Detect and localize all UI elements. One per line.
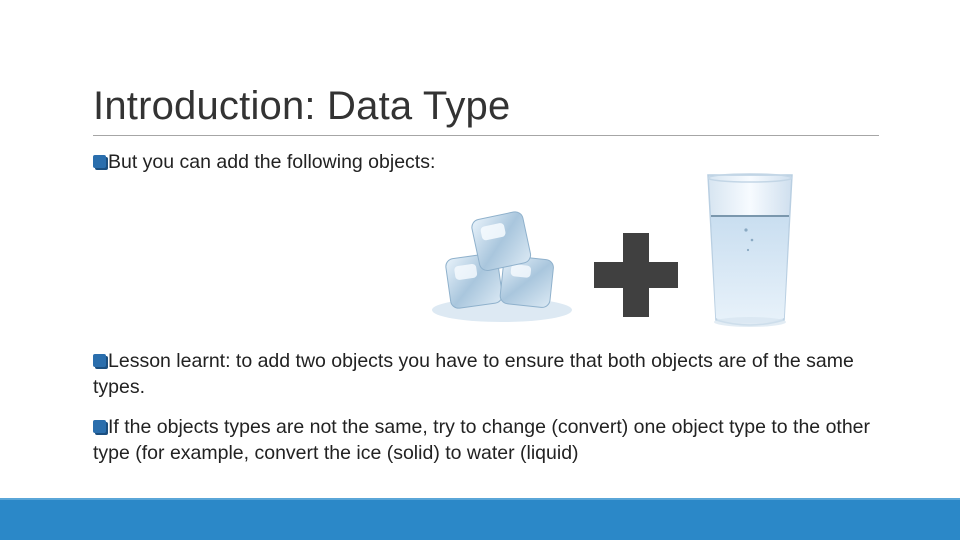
- bullet-text-3: If the objects types are not the same, try to change (convert) one object type to the other type (for example, convert the ice (solid) to water (liquid): [93, 416, 871, 464]
- footer-bar: [0, 498, 960, 540]
- ice-plus-water-illustration: [430, 170, 800, 335]
- checkbox-bullet-icon: [93, 155, 106, 168]
- bullet-item-2: [93, 348, 883, 400]
- title-divider: [93, 135, 879, 136]
- bullet-text-1: But you can add the following objects:: [108, 151, 436, 173]
- footer-highlight: [0, 498, 960, 500]
- bullet-text-2: Lesson learnt: to add two objects you have to ensure that both objects are of the same types.: [93, 350, 854, 398]
- ice-cubes-image: [432, 210, 572, 322]
- plus-icon: [594, 233, 678, 317]
- bullet-item-3: [93, 414, 883, 466]
- slide-title: Introduction: Data Type: [93, 84, 511, 128]
- water-glass-image: [708, 174, 792, 327]
- checkbox-bullet-icon: [93, 420, 106, 433]
- checkbox-bullet-icon: [93, 354, 106, 367]
